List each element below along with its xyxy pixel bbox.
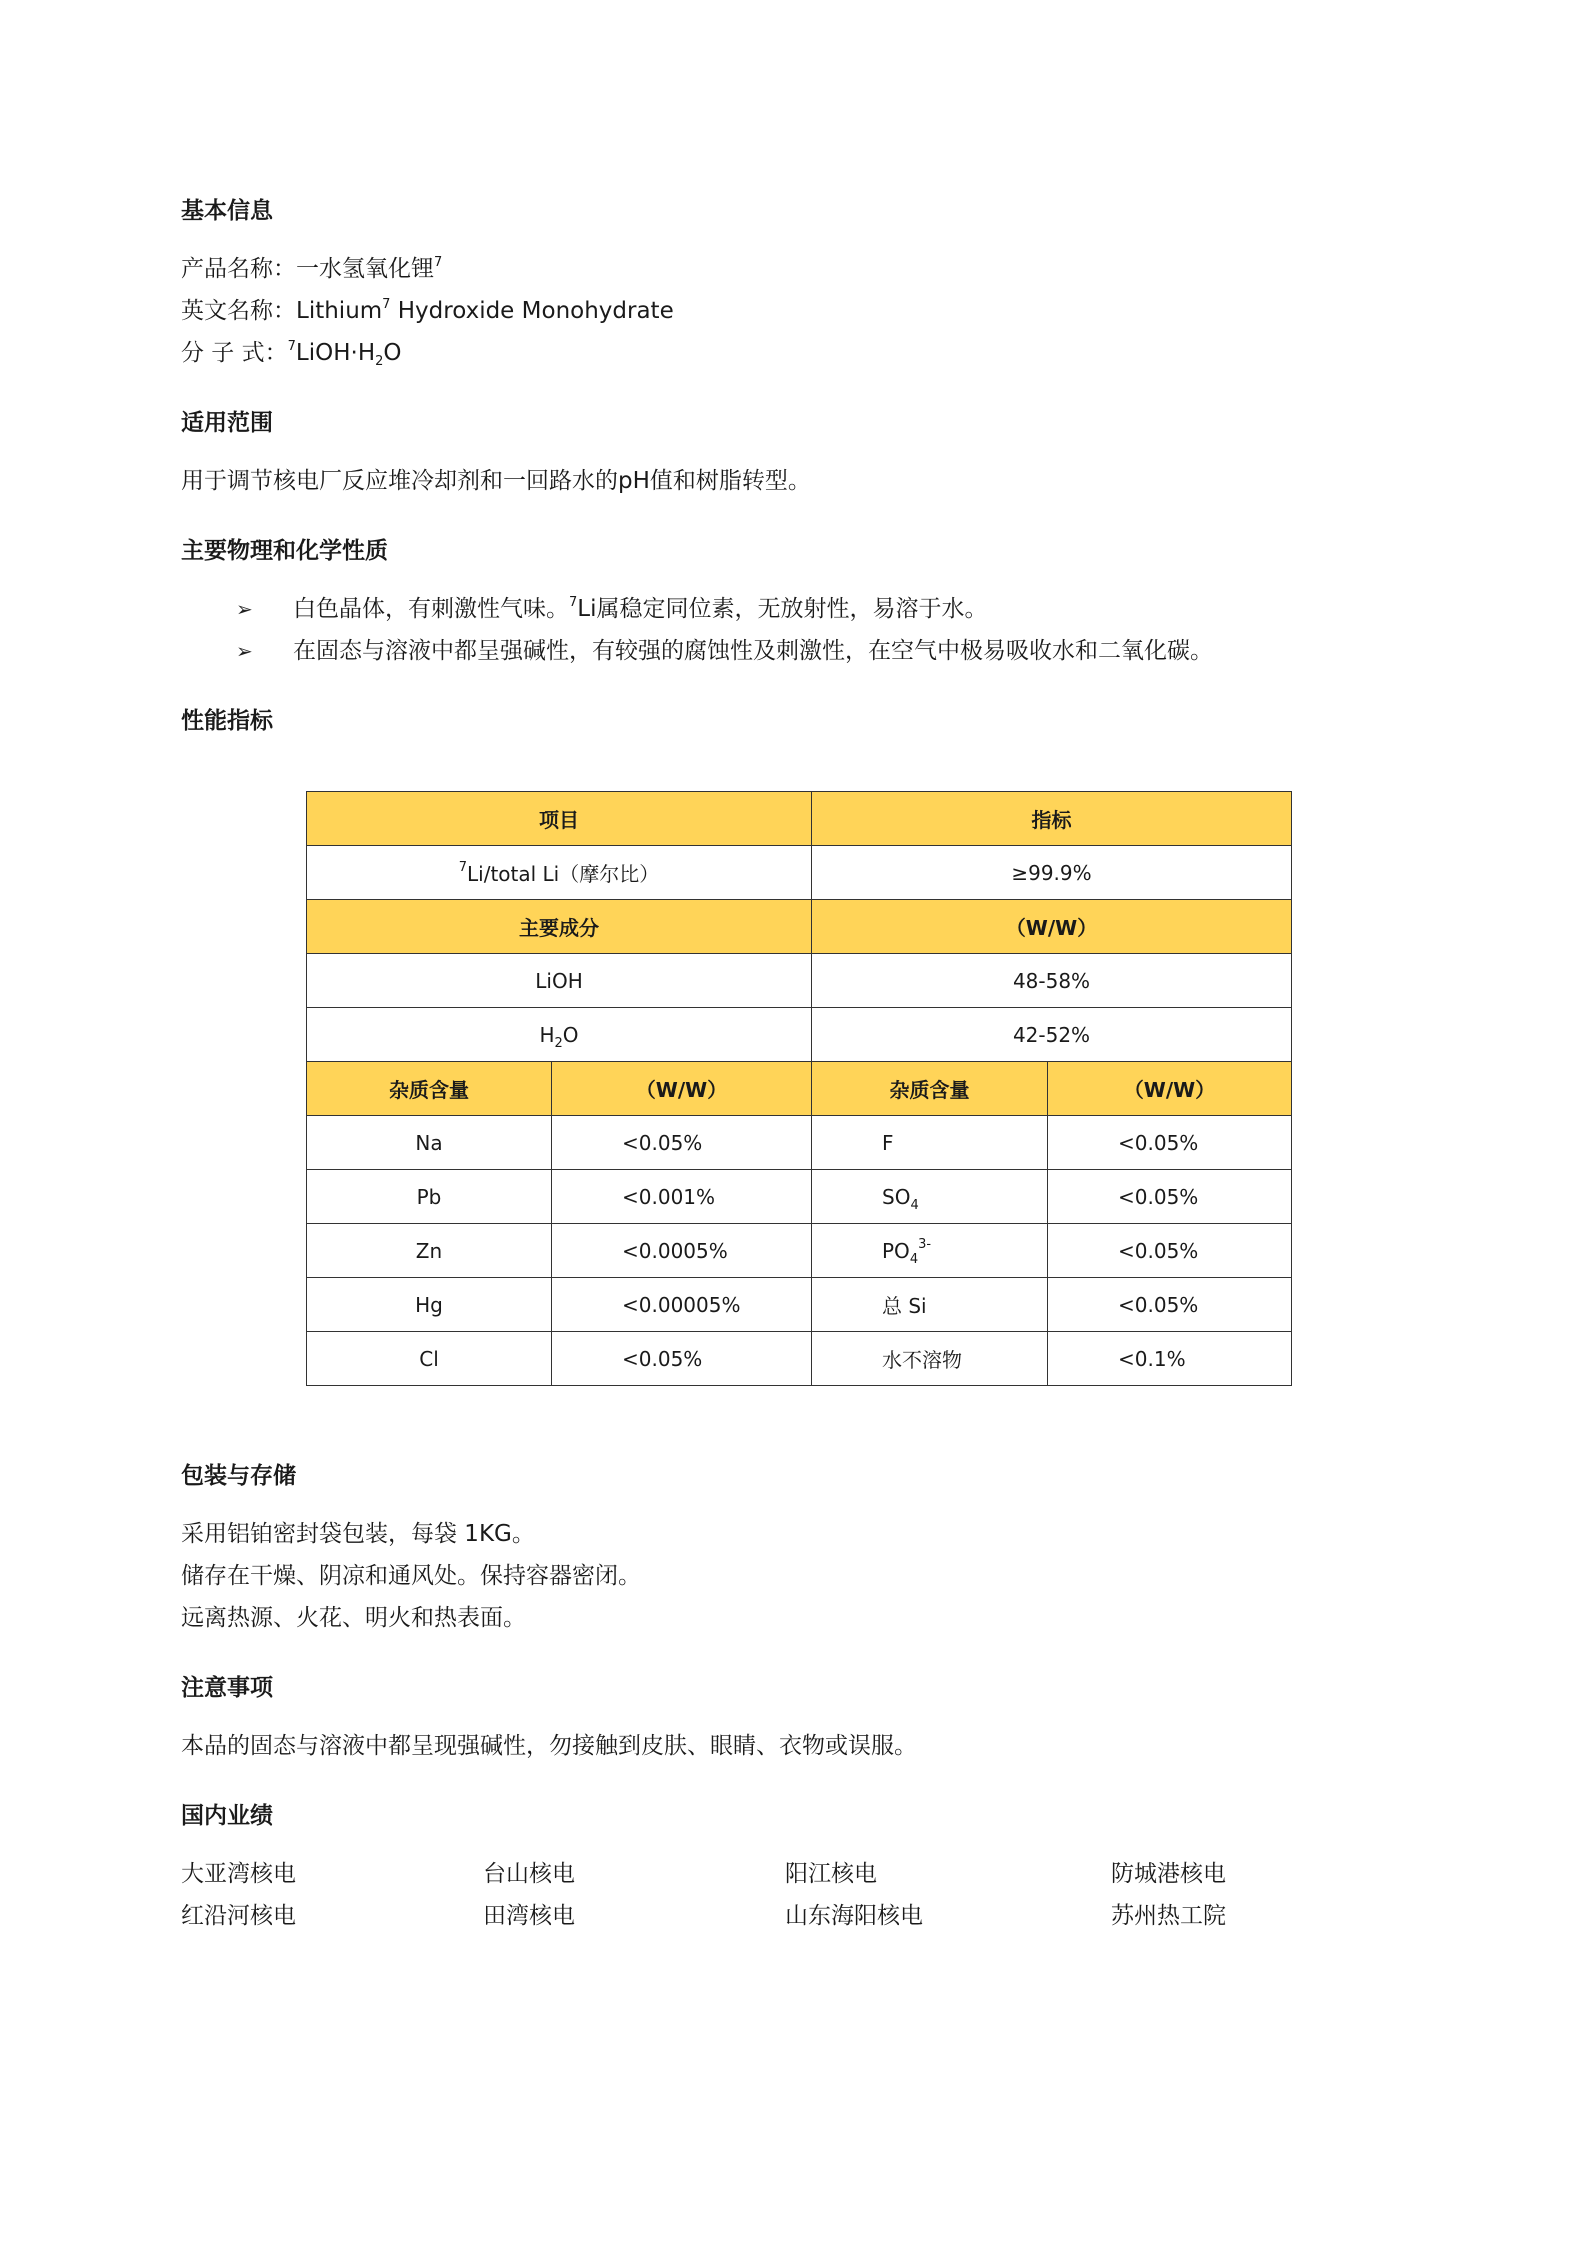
table-row <box>307 1278 1292 1332</box>
list-item: 阳江核电 <box>785 1861 877 1887</box>
list-item: 苏州热工院 <box>1111 1903 1226 1929</box>
ratio-label-cell <box>307 846 812 900</box>
list-item: 防城港核电 <box>1111 1861 1226 1887</box>
impurity-b-value: <0.05% <box>1048 1278 1292 1332</box>
spec-table <box>306 791 1292 1386</box>
lioh-label: LiOH <box>307 954 812 1008</box>
properties-list <box>181 588 1411 672</box>
header-ww-2: （W/W） <box>552 1062 812 1116</box>
ratio-sup: 7 <box>458 860 468 875</box>
impurity-b-sub: 4 <box>910 1197 919 1213</box>
header-impurity: 杂质含量 <box>307 1062 552 1116</box>
arrow-bullet-icon: ➢ <box>236 597 253 621</box>
impurity-a-name: Hg <box>307 1278 552 1332</box>
impurity-b-value: <0.1% <box>1048 1332 1292 1386</box>
impurity-b-name: 水不溶物 <box>812 1332 1048 1386</box>
basic-info-heading: 基本信息 <box>181 198 273 224</box>
formula-line <box>181 332 1411 374</box>
notice-section <box>181 1667 1411 1767</box>
ratio-label: Li/total Li（摩尔比） <box>467 862 660 886</box>
table-row <box>307 900 1292 954</box>
formula-part-b: O <box>383 340 402 366</box>
impurity-b-sub: 4 <box>909 1251 919 1267</box>
h2o-value: 42-52% <box>812 1008 1292 1062</box>
packaging-line-3: 远离热源、火花、明火和热表面。 <box>181 1605 526 1631</box>
list-item: 红沿河核电 <box>181 1903 296 1929</box>
scope-heading: 适用范围 <box>181 410 273 436</box>
table-row <box>307 1008 1292 1062</box>
table-row <box>307 1062 1292 1116</box>
h2o-b: O <box>562 1022 579 1047</box>
header-ww-3: （W/W） <box>1048 1062 1292 1116</box>
impurity-a-value: <0.00005% <box>552 1278 812 1332</box>
impurity-b-value: <0.05% <box>1048 1224 1292 1278</box>
english-name-sup: 7 <box>382 297 391 312</box>
header-ww: （W/W） <box>812 900 1292 954</box>
impurity-b-value: <0.05% <box>1048 1170 1292 1224</box>
header-item: 项目 <box>307 792 812 846</box>
product-name-line <box>181 248 1411 290</box>
product-name-label: 产品名称： <box>181 256 296 282</box>
formula-sub: 2 <box>375 354 384 369</box>
packaging-line-1: 采用铝铂密封袋包装，每袋 1KG。 <box>181 1521 535 1547</box>
basic-info-section <box>181 190 1411 374</box>
performance-section <box>181 700 1411 742</box>
header-impurity-2: 杂质含量 <box>812 1062 1048 1116</box>
notice-heading: 注意事项 <box>181 1675 273 1701</box>
impurity-b-value: <0.05% <box>1048 1116 1292 1170</box>
references-grid <box>181 1853 1411 1937</box>
property-1-post: Li属稳定同位素，无放射性，易溶于水。 <box>577 596 988 622</box>
lioh-value: 48-58% <box>812 954 1292 1008</box>
impurity-a-name: Cl <box>307 1332 552 1386</box>
impurity-b-name: SO <box>882 1184 911 1209</box>
table-row <box>307 846 1292 900</box>
property-1-sup: 7 <box>569 595 578 610</box>
table-row <box>307 1116 1292 1170</box>
properties-heading: 主要物理和化学性质 <box>181 538 388 564</box>
h2o-a: H <box>539 1022 555 1047</box>
references-heading: 国内业绩 <box>181 1803 273 1829</box>
impurity-b-name: 总 Si <box>812 1278 1048 1332</box>
table-row <box>307 954 1292 1008</box>
spec-table-wrap <box>306 791 1292 1386</box>
packaging-line-2: 储存在干燥、阴凉和通风处。保持容器密闭。 <box>181 1563 641 1589</box>
list-item: 台山核电 <box>483 1861 575 1887</box>
notice-text: 本品的固态与溶液中都呈现强碱性，勿接触到皮肤、眼睛、衣物或误服。 <box>181 1733 917 1759</box>
formula-label: 分 子 式： <box>181 340 288 366</box>
list-item: 田湾核电 <box>483 1903 575 1929</box>
english-name-pre: Lithium <box>296 298 383 324</box>
document-content-lower <box>181 1455 1411 1949</box>
references-section <box>181 1795 1411 1937</box>
list-item: 大亚湾核电 <box>181 1861 296 1887</box>
impurity-a-value: <0.0005% <box>552 1224 812 1278</box>
impurity-a-name: Na <box>307 1116 552 1170</box>
ratio-value: ≥99.9% <box>812 846 1292 900</box>
english-name-post: Hydroxide Monohydrate <box>390 298 674 324</box>
h2o-label-cell <box>307 1008 812 1062</box>
impurity-a-name: Pb <box>307 1170 552 1224</box>
impurity-a-value: <0.001% <box>552 1170 812 1224</box>
scope-section <box>181 402 1411 502</box>
h2o-sub: 2 <box>554 1035 563 1051</box>
properties-section <box>181 530 1411 672</box>
table-row <box>307 1170 1292 1224</box>
list-item <box>236 588 1411 630</box>
english-name-label: 英文名称： <box>181 298 296 324</box>
document-content <box>181 190 1411 754</box>
performance-heading: 性能指标 <box>181 708 273 734</box>
table-row <box>307 1224 1292 1278</box>
scope-text: 用于调节核电厂反应堆冷却剂和一回路水的pH值和树脂转型。 <box>181 468 811 494</box>
property-1-pre: 白色晶体，有刺激性气味。 <box>293 596 569 622</box>
impurity-b-name-cell <box>812 1170 1048 1224</box>
header-index: 指标 <box>812 792 1292 846</box>
impurity-a-value: <0.05% <box>552 1116 812 1170</box>
impurity-a-value: <0.05% <box>552 1332 812 1386</box>
impurity-a-name: Zn <box>307 1224 552 1278</box>
formula-sup: 7 <box>287 339 296 354</box>
impurity-b-name: F <box>812 1116 1048 1170</box>
packaging-heading: 包装与存储 <box>181 1463 296 1489</box>
list-item: 山东海阳核电 <box>785 1903 923 1929</box>
list-item <box>236 630 1411 672</box>
impurity-b-name-cell <box>812 1224 1048 1278</box>
english-name-line <box>181 290 1411 332</box>
arrow-bullet-icon: ➢ <box>236 639 253 663</box>
formula-part-a: LiOH·H <box>295 340 376 366</box>
packaging-section <box>181 1455 1411 1639</box>
product-name-sup: 7 <box>434 255 443 270</box>
table-row <box>307 1332 1292 1386</box>
table-row <box>307 792 1292 846</box>
impurity-b-name: PO <box>882 1238 910 1263</box>
product-name-value: 一水氢氧化锂 <box>296 256 434 282</box>
property-2-text: 在固态与溶液中都呈强碱性，有较强的腐蚀性及刺激性，在空气中极易吸收水和二氧化碳。 <box>293 638 1213 664</box>
header-main-component: 主要成分 <box>307 900 812 954</box>
impurity-b-sup: 3- <box>918 1236 932 1252</box>
